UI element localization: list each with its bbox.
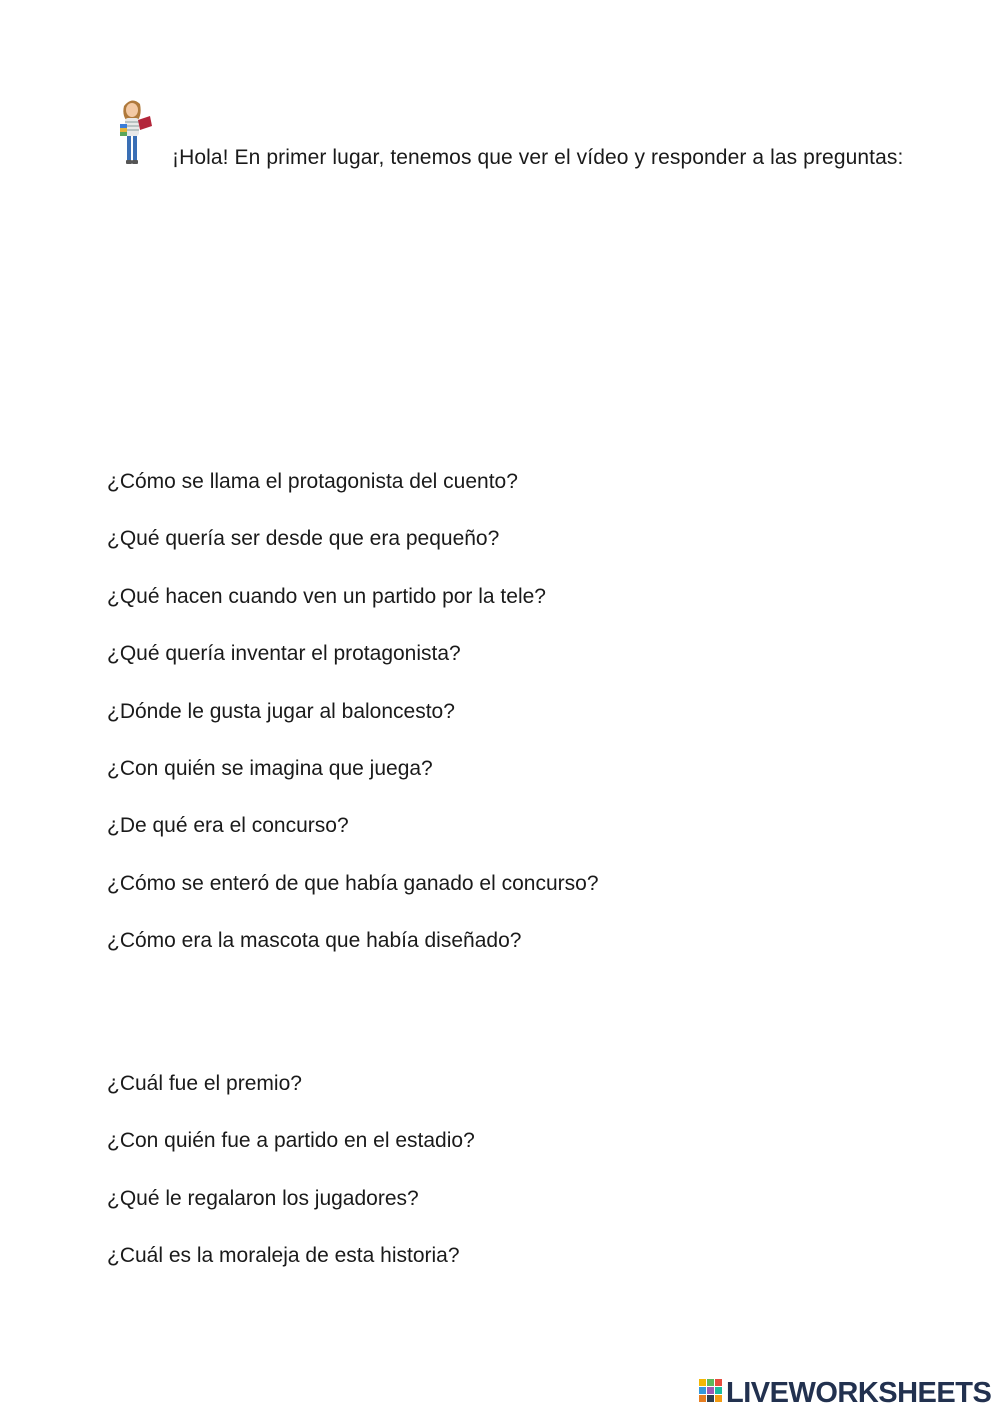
question-6: ¿Con quién se imagina que juega? [107, 757, 433, 780]
question-9: ¿Cómo era la mascota que había diseñado? [107, 929, 522, 952]
question-3: ¿Qué hacen cuando ven un partido por la tele? [107, 585, 546, 608]
question-12: ¿Qué le regalaron los jugadores? [107, 1187, 419, 1210]
teacher-reading-avatar-icon [108, 96, 170, 168]
question-10: ¿Cuál fue el premio? [107, 1072, 302, 1095]
intro-text: ¡Hola! En primer lugar, tenemos que ver el vídeo y responder a las preguntas: [172, 146, 904, 169]
question-5: ¿Dónde le gusta jugar al baloncesto? [107, 700, 455, 723]
question-2: ¿Qué quería ser desde que era pequeño? [107, 527, 500, 550]
question-1: ¿Cómo se llama el protagonista del cuento? [107, 470, 518, 493]
liveworksheets-logo-icon [698, 1378, 724, 1408]
question-7: ¿De qué era el concurso? [107, 814, 349, 837]
question-8: ¿Cómo se enteró de que había ganado el concurso? [107, 872, 599, 895]
liveworksheets-wordmark: LIVEWORKSHEETS [726, 1376, 992, 1409]
question-4: ¿Qué quería inventar el protagonista? [107, 642, 461, 665]
question-11: ¿Con quién fue a partido en el estadio? [107, 1129, 475, 1152]
question-13: ¿Cuál es la moraleja de esta historia? [107, 1244, 460, 1267]
liveworksheets-branding [698, 1376, 991, 1410]
